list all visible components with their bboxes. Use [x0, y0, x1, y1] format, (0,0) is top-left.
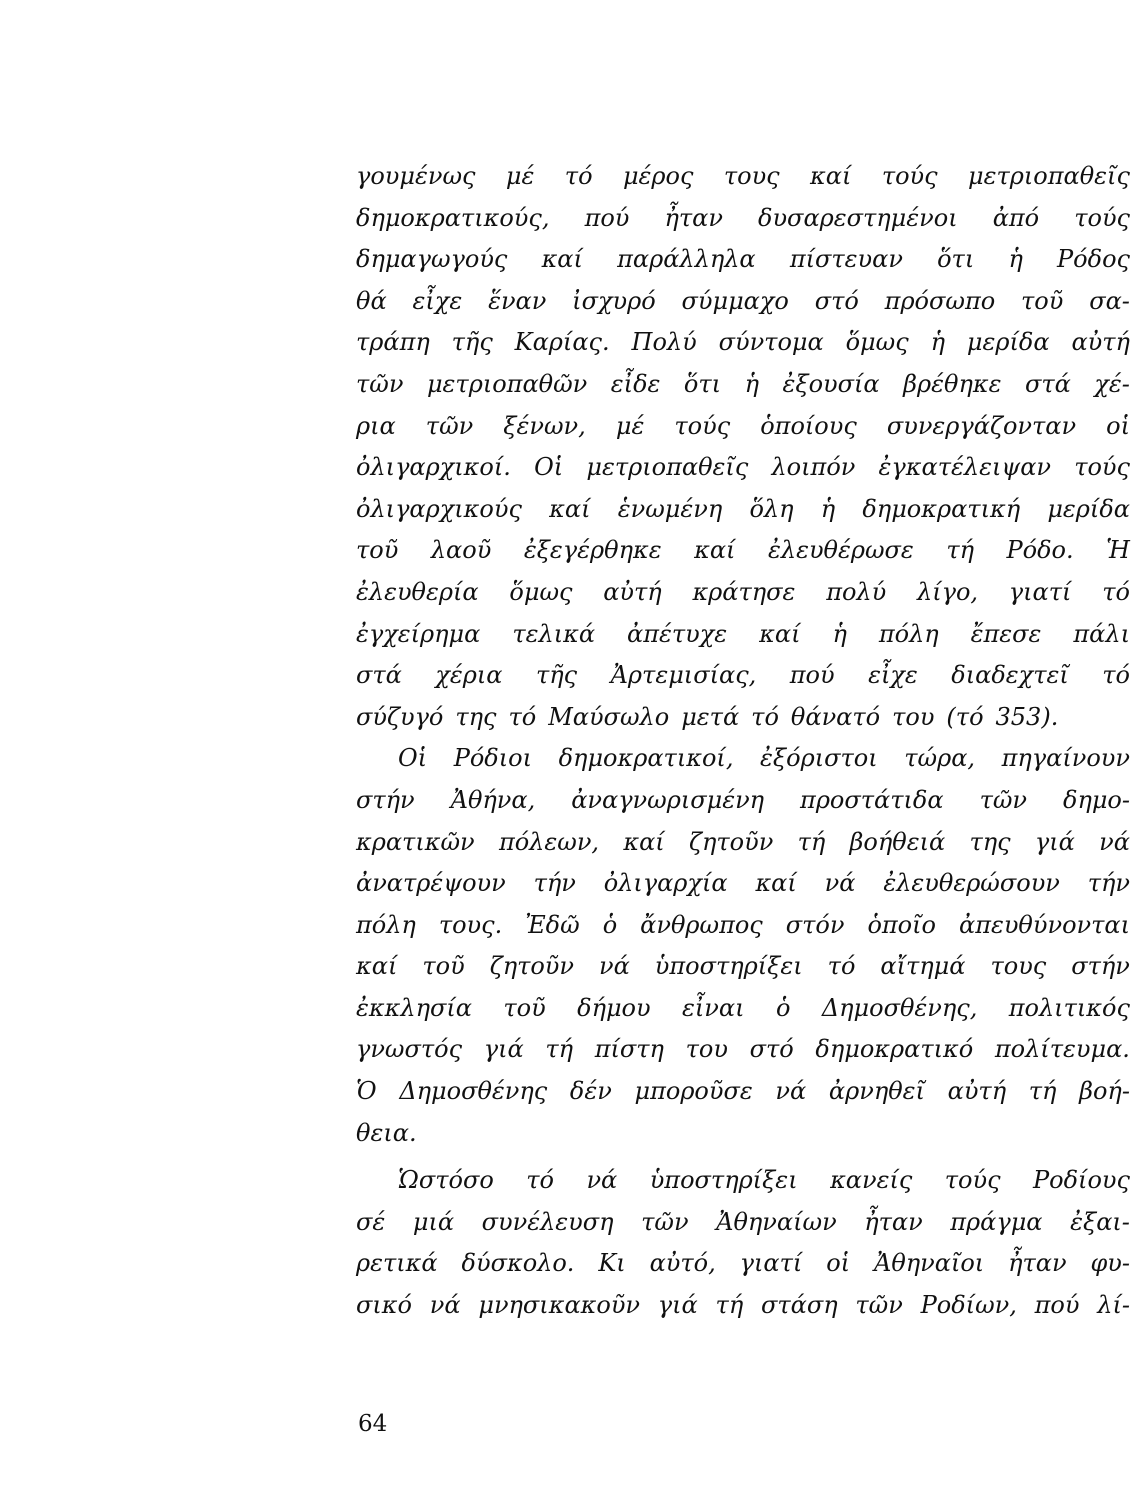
word: σικό: [356, 1291, 412, 1320]
word: τούς: [881, 162, 938, 190]
word: λί-: [1097, 1291, 1130, 1320]
word: τούς: [674, 411, 731, 440]
word: μνησικακοῦν: [478, 1291, 641, 1320]
word: αὐτή: [603, 577, 662, 606]
word: ἐξεγέρθηκε: [523, 536, 662, 565]
word: τοῦ: [503, 993, 546, 1022]
word: καί: [541, 245, 583, 274]
word: Ἀρτεμισίας,: [610, 661, 757, 690]
text-line: [356, 156, 1130, 198]
word: ἀπευθύνονται: [958, 910, 1130, 939]
word: δημαγωγούς: [356, 245, 508, 274]
word: της: [455, 702, 497, 731]
text-line: [356, 614, 1130, 656]
word: ἐλευθερώσουν: [883, 869, 1060, 898]
word: κράτησε: [692, 577, 796, 606]
word: ρετικά: [356, 1249, 438, 1278]
word: τό: [526, 1166, 555, 1195]
word: ἐξόριστοι: [760, 744, 878, 773]
word: καί: [759, 619, 801, 648]
word: σύμμαχο: [681, 286, 789, 315]
word: Κι: [598, 1249, 626, 1278]
page-number: 64: [358, 1411, 388, 1437]
word: καί: [810, 162, 852, 190]
text-line: [356, 697, 1130, 739]
word: τό: [1102, 661, 1130, 690]
word: ἡ: [820, 494, 836, 523]
word: τοῦ: [356, 536, 399, 565]
word: ἀνατρέψουν: [356, 869, 506, 898]
word: μετριοπαθεῖς: [968, 162, 1130, 190]
word: πίστευαν: [789, 245, 903, 274]
word: ὀλιγαρχικούς: [356, 494, 522, 523]
word: βοήθειά: [849, 827, 946, 856]
word: δημοκρατικούς,: [356, 203, 550, 232]
word: ἐξουσία: [782, 369, 880, 398]
word: πολύ: [826, 577, 887, 606]
word: τῶν: [425, 411, 474, 440]
word: τῶν: [855, 1291, 903, 1320]
text-line: [356, 572, 1130, 614]
word: λοιπόν: [771, 453, 856, 482]
word: Οἱ: [398, 744, 428, 773]
word: τή: [797, 827, 826, 856]
word: στό: [749, 1035, 794, 1064]
word: ἑνωμένη: [617, 494, 723, 523]
word: τή: [1028, 1077, 1057, 1106]
word: οἱ: [1106, 411, 1130, 440]
paragraph-start-line: [356, 1160, 1130, 1202]
word: του: [685, 1035, 728, 1064]
word: μερίδα: [1047, 494, 1130, 523]
word: πόλη: [878, 619, 939, 648]
word: θάνατό: [790, 702, 881, 731]
word: ρια: [356, 411, 396, 440]
word: ὅτι: [937, 245, 975, 274]
word: μερίδα: [966, 328, 1050, 357]
word: νά: [824, 869, 856, 898]
text-line: [356, 239, 1130, 281]
word: συνεργάζονταν: [886, 411, 1077, 440]
word: θά: [356, 286, 387, 315]
word: της: [969, 827, 1011, 856]
word: μετριοπαθεῖς: [586, 453, 749, 482]
text-line: [356, 822, 1130, 864]
text-line: [356, 655, 1130, 697]
word: ὑποστηρίξει: [654, 952, 803, 981]
word: τό: [508, 702, 537, 731]
text-line: [356, 946, 1130, 988]
word: ὑποστηρίξει: [649, 1166, 798, 1195]
text-line: [356, 406, 1130, 448]
word: τώρα,: [904, 744, 976, 773]
word: μέ: [505, 162, 535, 190]
word: τούς: [1074, 203, 1130, 232]
word: τό: [751, 702, 779, 731]
word: τούς: [944, 1166, 1001, 1195]
word: κανείς: [830, 1166, 913, 1195]
word: οἱ: [826, 1249, 851, 1278]
word: χέρια: [435, 661, 503, 690]
text-line: [356, 198, 1130, 240]
word: εἶχε: [868, 661, 918, 690]
word: ὁποίους: [760, 411, 857, 440]
word: τράπη: [356, 328, 430, 357]
word: στόν: [785, 910, 845, 939]
word: λίγο,: [916, 577, 979, 606]
word: σέ: [356, 1207, 386, 1236]
word: ὁποῖο: [867, 910, 936, 939]
word: ἀρνηθεῖ: [828, 1077, 925, 1106]
word: (τό: [946, 702, 984, 731]
word: γιατί: [739, 1249, 803, 1278]
word: αὐτή: [947, 1077, 1007, 1106]
word: τελικά: [512, 619, 596, 648]
word: μετά: [681, 702, 740, 731]
word: πού: [1034, 1291, 1080, 1320]
word: ἡ: [1008, 245, 1023, 274]
word: ὀλιγαρχικοί.: [356, 453, 511, 482]
word: δύσκολο.: [461, 1249, 575, 1278]
word: καί: [623, 827, 665, 856]
word: Καρίας.: [514, 328, 610, 357]
text-line: [356, 1029, 1130, 1071]
word: αὐτό,: [649, 1249, 716, 1278]
word: στά: [356, 661, 402, 690]
word: τό: [1102, 577, 1130, 606]
word: ὀλιγαρχία: [603, 869, 728, 898]
word: τήν: [533, 869, 576, 898]
word: μέ: [615, 411, 645, 440]
word: ἐγχείρημα: [356, 619, 481, 648]
word: δέν: [569, 1077, 612, 1106]
word: νά: [586, 1166, 618, 1195]
word: τους.: [438, 910, 503, 939]
word: ὅλη: [749, 494, 794, 523]
word: ἀπέτυχε: [627, 619, 728, 648]
word: δυσαρεστημένοι: [758, 203, 958, 232]
word: πού: [789, 661, 835, 690]
word: στάση: [760, 1291, 838, 1320]
word: γιά: [483, 1035, 524, 1064]
word: ἦταν: [664, 203, 723, 232]
word: πρόσωπο: [884, 286, 996, 315]
word: εἶχε: [412, 286, 463, 315]
text-line: [356, 447, 1130, 489]
paragraph-start-line: [356, 738, 1130, 780]
word: ἡ: [832, 619, 847, 648]
word: ἐλευθερία: [356, 577, 479, 606]
word: αἴτημά: [880, 952, 966, 981]
word: στήν: [356, 785, 415, 814]
word: γιά: [657, 1291, 698, 1320]
word: ἐγκατέλειψαν: [878, 453, 1051, 482]
word: εἶδε: [610, 369, 661, 398]
word: πηγαίνουν: [1001, 744, 1130, 773]
word: ἰσχυρό: [572, 286, 656, 315]
word: τους: [990, 952, 1047, 981]
word: ἡ: [744, 369, 759, 398]
text-line: [356, 863, 1130, 905]
word: ἄνθρωπος: [640, 910, 763, 939]
word: Ἡ: [1106, 536, 1130, 565]
word: ἐκκλησία: [356, 993, 472, 1022]
word: ἐλευθέρωσε: [767, 536, 914, 565]
word: πόλη: [356, 910, 416, 939]
word: τό: [564, 162, 593, 190]
word: Ρόδος: [1057, 245, 1130, 274]
word: τῶν: [979, 785, 1028, 814]
word: δημοκρατικό: [815, 1035, 974, 1064]
word: σα-: [1089, 286, 1130, 315]
word: ὅμως: [845, 328, 909, 357]
word: τή: [715, 1291, 744, 1320]
word: ἕναν: [488, 286, 547, 315]
word: τῶν: [356, 369, 404, 398]
word: ὅτι: [683, 369, 722, 398]
word: τή: [545, 1035, 574, 1064]
word: τή: [946, 536, 974, 565]
text-line: [356, 364, 1130, 406]
word: προστάτιδα: [800, 785, 944, 814]
word: Ἀθήνα,: [450, 785, 536, 814]
text-line: [356, 780, 1130, 822]
word: στήν: [1071, 952, 1130, 981]
word: καί: [356, 952, 398, 981]
text-line: [356, 1071, 1130, 1113]
word: Ἀθηναῖοι: [873, 1249, 985, 1278]
word: Δημοσθένης: [399, 1077, 548, 1106]
word: ὅμως: [509, 577, 573, 606]
word: μέρος: [622, 162, 694, 190]
word: σύζυγό: [356, 702, 444, 731]
word: λαοῦ: [430, 536, 492, 565]
word: τους: [723, 162, 780, 190]
word: βοή-: [1079, 1077, 1130, 1106]
text-line: [356, 530, 1130, 572]
word: γιατί: [1008, 577, 1072, 606]
word: Δημοσθένης,: [821, 993, 978, 1022]
word: Ρόδιοι: [453, 744, 533, 773]
word: θεια.: [356, 1118, 417, 1147]
word: παράλληλα: [617, 245, 756, 274]
word: του: [892, 702, 935, 731]
word: νά: [775, 1077, 807, 1106]
word: ὁ: [775, 993, 791, 1022]
word: βρέθηκε: [903, 369, 1002, 398]
word: σύντομα: [718, 328, 824, 357]
text-line: [356, 1113, 1130, 1155]
word: πράγμα: [950, 1207, 1043, 1236]
word: Ἀθηναίων: [716, 1207, 837, 1236]
word: τοῦ: [422, 952, 465, 981]
word: Ὡστόσο: [398, 1166, 494, 1195]
word: ἦταν: [1008, 1249, 1067, 1278]
text-line: [356, 1202, 1130, 1244]
word: πάλι: [1073, 619, 1130, 648]
word: χέ-: [1094, 369, 1130, 398]
word: καί: [694, 536, 736, 565]
word: ζητοῦν: [689, 827, 774, 856]
word: ἦταν: [864, 1207, 923, 1236]
word: αὐτή: [1071, 328, 1130, 357]
word: ζητοῦν: [489, 952, 574, 981]
word: Ροδίους: [1033, 1166, 1130, 1195]
text-line: [356, 1285, 1130, 1327]
word: ἐξαι-: [1070, 1207, 1130, 1236]
word: δημο-: [1063, 785, 1130, 814]
word: τό: [827, 952, 856, 981]
word: φυ-: [1090, 1249, 1130, 1278]
word: γουμένως: [356, 162, 476, 190]
word: δημοκρατικοί,: [558, 744, 734, 773]
word: καί: [549, 494, 591, 523]
word: ὁ: [602, 910, 618, 939]
word: πολιτικός: [1008, 993, 1130, 1022]
word: καί: [755, 869, 797, 898]
word: τῶν: [641, 1207, 689, 1236]
word: τούς: [1074, 453, 1130, 482]
word: πόλεων,: [498, 827, 600, 856]
word: Ρόδο.: [1006, 536, 1074, 565]
word: εἶναι: [682, 993, 745, 1022]
word: νά: [598, 952, 630, 981]
word: ἀπό: [992, 203, 1040, 232]
word: Ροδίων,: [920, 1291, 1017, 1320]
text-line: [356, 988, 1130, 1030]
word: 353).: [995, 702, 1059, 731]
text-line: [356, 489, 1130, 531]
word: νά: [1099, 827, 1130, 856]
word: γιά: [1034, 827, 1075, 856]
word: συνέλευση: [481, 1207, 614, 1236]
word: πίστη: [594, 1035, 664, 1064]
word: στό: [814, 286, 859, 315]
word: δημοκρατική: [862, 494, 1021, 523]
word: τῆς: [451, 328, 493, 357]
word: διαδεχτεῖ: [951, 661, 1069, 690]
word: πού: [584, 203, 630, 232]
word: δήμου: [577, 993, 651, 1022]
text-line: [356, 322, 1130, 364]
word: Οἱ: [534, 453, 564, 482]
text-line: [356, 281, 1130, 323]
word: μποροῦσε: [634, 1077, 753, 1106]
word: ξένων,: [503, 411, 586, 440]
word: πολίτευμα.: [994, 1035, 1130, 1064]
word: ἔπεσε: [970, 619, 1042, 648]
word: τήν: [1087, 869, 1130, 898]
text-line: [356, 1243, 1130, 1285]
word: μιά: [412, 1207, 455, 1236]
word: Ἐδῶ: [525, 910, 580, 939]
word: στά: [1024, 369, 1071, 398]
word: μετριοπαθῶν: [426, 369, 588, 398]
text-line: [356, 905, 1130, 947]
word: τοῦ: [1021, 286, 1064, 315]
word: γνωστός: [356, 1035, 463, 1064]
word: Ὁ: [356, 1077, 377, 1106]
word: ἀναγνωρισμένη: [571, 785, 765, 814]
word: Πολύ: [631, 328, 697, 357]
word: τῆς: [536, 661, 578, 690]
word: νά: [429, 1291, 461, 1320]
body-text: [356, 156, 1130, 1327]
word: Μαύσωλο: [548, 702, 670, 731]
word: ἡ: [930, 328, 945, 357]
word: κρατικῶν: [356, 827, 475, 856]
